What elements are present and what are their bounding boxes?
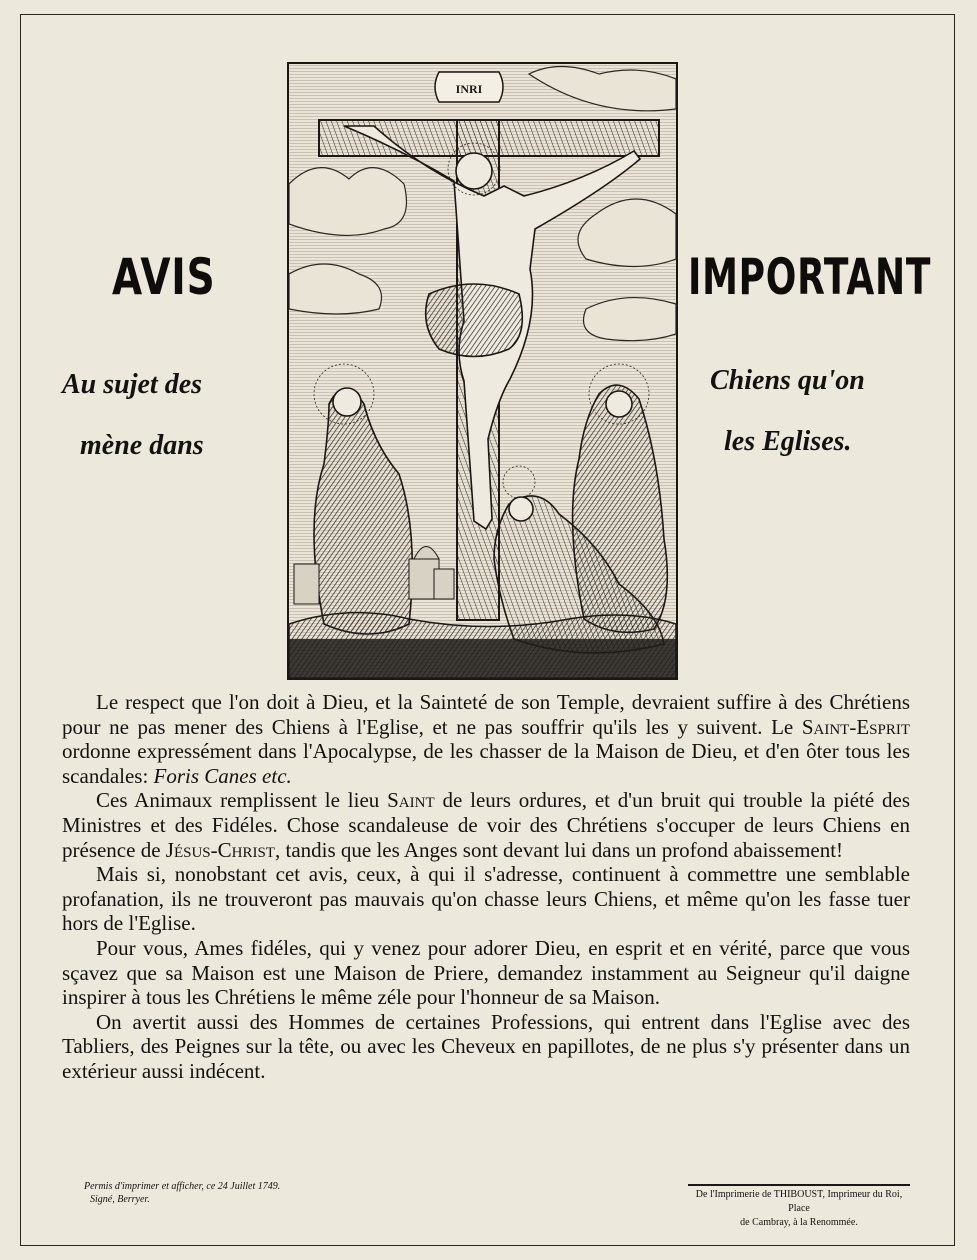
p1-text-a: Le respect que l'on doit à Dieu, et la Sainteté de son Temple, devraient suffire à des Chrétiens pour ne pas mener des Chiens à l'Eglise, et ne pas souffrir qu'ils les y suivent. Le [62,690,910,739]
notice-body [62,690,910,1084]
ground-shadow [289,639,676,678]
crucifixion-woodcut [287,62,678,680]
p1-smallcaps: Saint-Esprit [801,714,910,739]
imprint-line-1: De l'Imprimerie de THIBOUST, Imprimeur du Roi, Place [695,1189,903,1214]
p1-text-b: ordonne expressément dans l'Apocalypse, de les chasser de la Maison de Dieu, et d'en ôter tous les scandales: [62,739,910,788]
paragraph-1 [62,690,910,788]
paragraph-3: Mais si, nonobstant cet avis, ceux, à qui il s'adresse, continuent à commettre une semblable profanation, ils ne trouveront pas mauvais qu'on chasse leurs Chiens, et même qu'on les fasse tuer hors de l'Eglise. [62,862,910,936]
permit-line-1: Permis d'imprimer et afficher, ce 24 Juillet 1749. [84,1181,281,1192]
printer-imprint [688,1184,910,1230]
subtitle-right-line1: Chiens qu'on [710,365,865,396]
permit-line-2: Signé, Berryer. [90,1194,150,1205]
subtitle-right-line2: les Eglises. [724,426,852,457]
paragraph-4: Pour vous, Ames fidéles, qui y venez pour adorer Dieu, en esprit et en vérité, parce que vous sçavez que sa Maison est une Maison de Priere, demandez instamment au Seigneur qu'il daigne inspirer à tous les Chrétiens le même zéle pour l'honneur de sa Maison. [62,935,910,1010]
crucifixion-illustration [289,64,676,678]
headline-important: IMPORTANT [688,248,932,306]
p2-smallcaps-2: Jésus-Christ [165,837,275,862]
subtitle-left-line1: Au sujet des [62,369,203,400]
p1-latin-quote: Foris Canes etc. [153,763,292,788]
p2-text-b: de leurs ordures, et d'un bruit qui trouble la piété des Ministres et des Fidéles. Chose scandaleuse de voir des Chrétiens s'occuper de leurs Chiens en présence de [62,788,910,862]
p2-text-a: Ces Animaux remplissent le lieu [96,788,388,813]
paragraph-5: On avertit aussi des Hommes de certaines Professions, qui entrent dans l'Eglise avec des Tabliers, des Peignes sur la tête, ou avec les Cheveux en papillotes, de ne plus s'y présenter dans un extérieur aussi indécent. [62,1009,910,1083]
titulus-text: INRI [455,82,483,96]
printing-permit [84,1180,280,1206]
subtitle-left-line2: mène dans [80,430,204,461]
headline-avis: AVIS [112,248,216,306]
imprint-line-2: de Cambray, à la Renommée. [740,1217,858,1228]
p2-text-c: , tandis que les Anges sont devant lui dans un profond abaissement! [274,837,844,862]
p2-smallcaps-1: Saint [387,788,435,813]
paragraph-2 [62,788,910,862]
titulus-scroll [435,72,503,102]
